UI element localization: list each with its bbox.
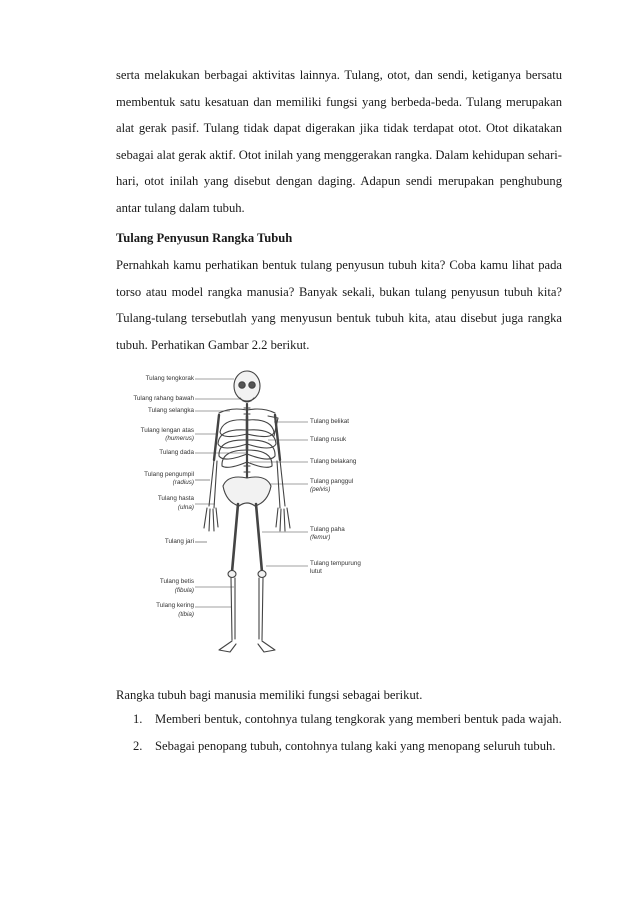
- label-ulna: (ulna): [177, 504, 194, 511]
- skeleton-figure: [118, 360, 378, 670]
- label-tulang-belikat: Tulang belikat: [310, 418, 349, 425]
- label-tulang-rusuk: Tulang rusuk: [310, 436, 347, 443]
- label-humerus: (humerus): [165, 435, 194, 442]
- label-tulang-selangka: Tulang selangka: [148, 407, 194, 414]
- label-tulang-tempurung-lutut: Tulang tempurung: [310, 560, 361, 567]
- functions-intro: Rangka tubuh bagi manusia memiliki fungsi sebagai berikut.: [116, 688, 423, 702]
- list-item-text: Memberi bentuk, contohnya tulang tengkorak yang memberi bentuk pada wajah.: [155, 712, 562, 726]
- list-item-number: 1.: [133, 712, 143, 726]
- list-item-number: 2.: [133, 738, 143, 753]
- label-fibula: (fibula): [174, 587, 194, 594]
- label-tulang-belakang: Tulang belakang: [310, 458, 357, 465]
- label-tulang-kering: Tulang kering: [156, 602, 194, 609]
- label-tulang-paha: Tulang paha: [310, 526, 345, 533]
- label-tulang-pengumpil: Tulang pengumpil: [144, 471, 194, 478]
- list-item: [116, 733, 562, 760]
- label-tulang-panggul: Tulang panggul: [310, 478, 354, 485]
- label-tibia: (tibia): [178, 611, 194, 618]
- label-tulang-lengan-atas: Tulang lengan atas: [140, 427, 194, 434]
- paragraph-2: Pernahkah kamu perhatikan bentuk tulang penyusun tubuh kita? Coba kamu lihat pada torso atau model rangka manusia? Banyak sekali, bukan tulang penyusun tubuh kita? Tulang-tulang tersebutlah yang menyusun bentuk tubuh kita, atau disebut juga rangka tubuh. Perhatikan Gambar 2.2 berikut.: [116, 258, 562, 352]
- label-femur: (femur): [310, 534, 331, 541]
- label-pelvis: (pelvis): [310, 486, 331, 493]
- functions-list: [116, 706, 562, 759]
- label-tulang-dada: Tulang dada: [159, 449, 194, 456]
- label-lutut: lutut: [310, 568, 322, 575]
- section-heading: Tulang Penyusun Rangka Tubuh: [116, 231, 293, 245]
- label-tulang-tengkorak: Tulang tengkorak: [145, 375, 194, 382]
- label-tulang-jari: Tulang jari: [164, 538, 194, 545]
- list-item: [116, 706, 562, 733]
- label-tulang-rahang-bawah: Tulang rahang bawah: [133, 395, 194, 402]
- label-tulang-hasta: Tulang hasta: [157, 495, 194, 502]
- label-tulang-betis: Tulang betis: [159, 578, 194, 585]
- label-radius: (radius): [172, 479, 194, 486]
- list-item-text: Sebagai penopang tubuh, contohnya tulang kaki yang menopang seluruh tubuh.: [155, 738, 556, 753]
- paragraph-1: serta melakukan berbagai aktivitas lainnya. Tulang, otot, dan sendi, ketiganya bersatu membentuk satu kesatuan dan memiliki fungsi yang berbeda-beda. Tulang merupakan alat gerak pasif. Tulang tidak dapat digerakan jika tidak terdapat otot. Otot dikatakan sebagai alat gerak aktif. Otot inilah yang menggerakan rangka. Dalam kehidupan sehari-hari, otot inilah yang disebut dengan daging. Adapun sendi merupakan penghubung antar tulang dalam tubuh.: [116, 68, 562, 215]
